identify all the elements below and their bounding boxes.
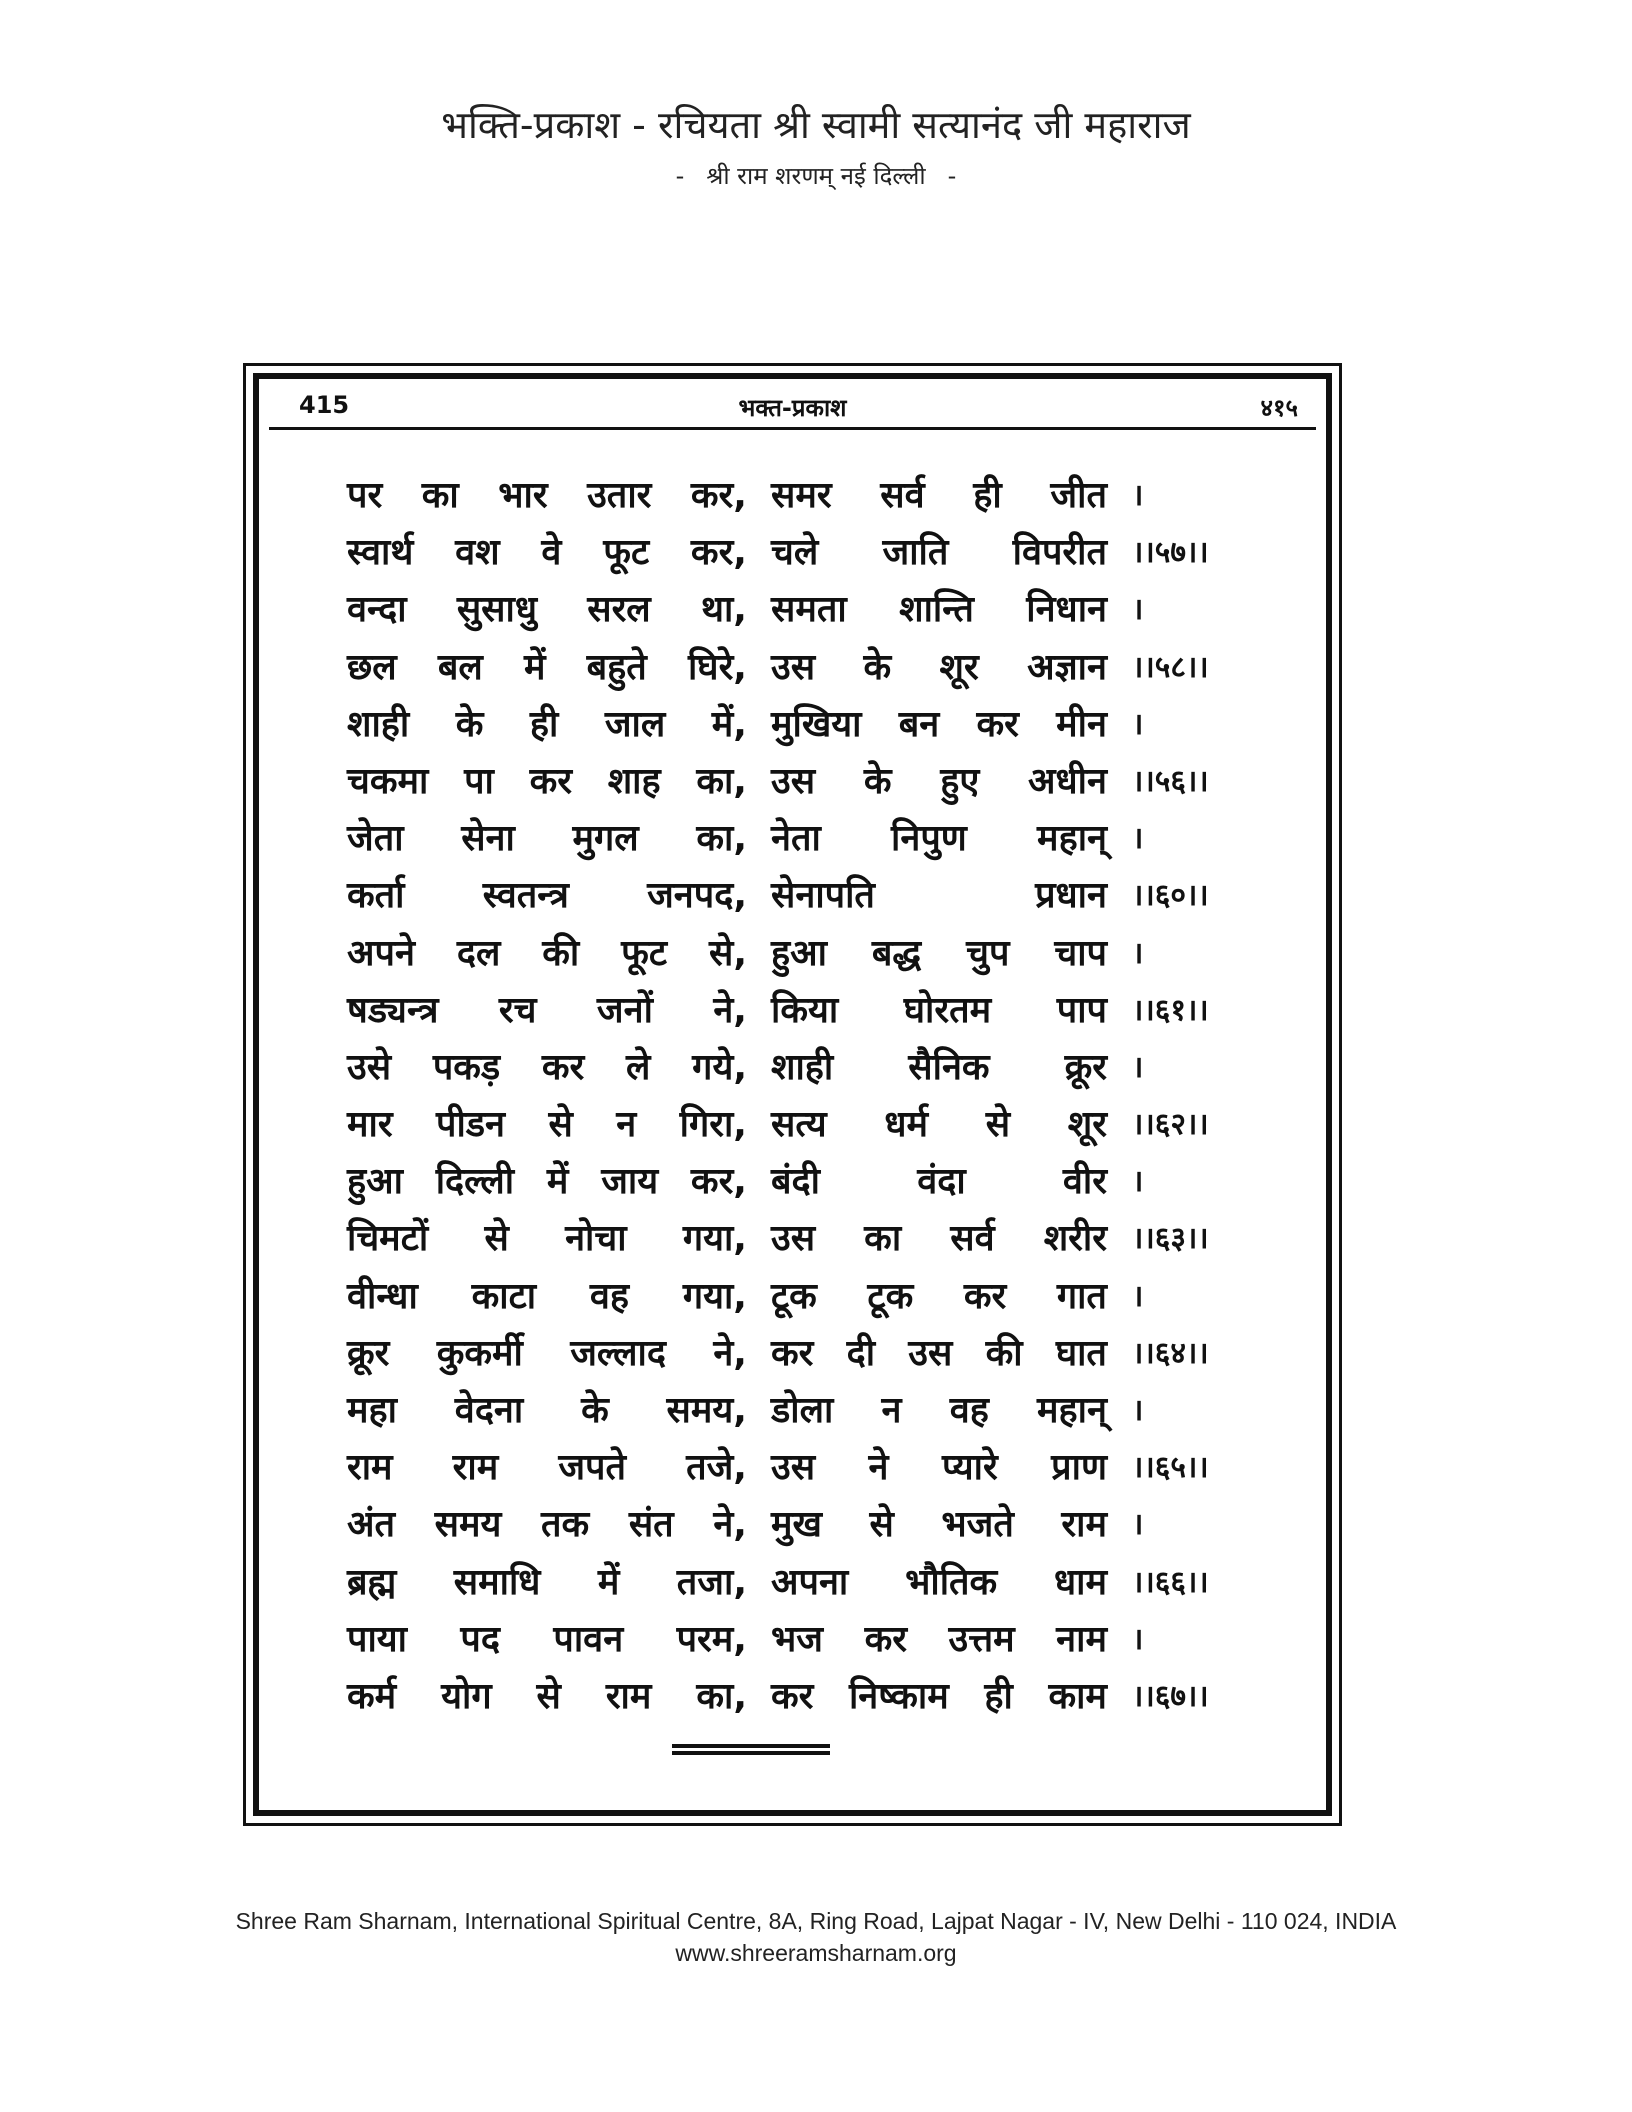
verse-word: निष्काम <box>848 1675 949 1717</box>
verse-word: गये, <box>692 1046 747 1088</box>
verse-word: रच <box>498 989 537 1031</box>
verse-word: ने, <box>713 1504 747 1546</box>
verse-word: प्रधान <box>1035 875 1107 917</box>
verse-word: प्राण <box>1051 1447 1107 1489</box>
verse-word: गिरा, <box>679 1104 747 1146</box>
verse-word: टूक <box>867 1275 914 1317</box>
verse-word: दल <box>456 932 501 974</box>
verse-first-half <box>347 524 747 581</box>
verse-word: चकमा <box>347 760 429 802</box>
verse-word: कर <box>529 760 572 802</box>
verse-second-half <box>771 1496 1107 1553</box>
verse-word: मुखिया <box>771 703 862 745</box>
verse-number: ।।६३।। <box>1132 1221 1209 1257</box>
verse-word: मीन <box>1056 703 1107 745</box>
verse-second-half <box>771 524 1107 581</box>
verse-number: ।।६६।। <box>1132 1564 1209 1600</box>
verse-word: कर <box>976 703 1019 745</box>
verse-word: सुसाधु <box>456 589 537 631</box>
verse-number: ।।६७।। <box>1132 1678 1209 1714</box>
verse-word: कर्म <box>347 1675 397 1717</box>
verse-word: संत <box>628 1504 674 1546</box>
verse-word: ने <box>868 1447 889 1489</box>
running-title: भक्त-प्रकाश <box>738 394 847 422</box>
verse-word: से <box>536 1675 561 1717</box>
verse-word: ही <box>529 703 559 745</box>
verse-word: की <box>985 1332 1023 1374</box>
footer-website: www.shreeramsharnam.org <box>675 1940 957 1966</box>
verse-word: नोचा <box>565 1218 627 1260</box>
verse-first-half <box>347 1325 747 1382</box>
verse-word: का, <box>696 1675 747 1717</box>
verse-first-half <box>347 696 747 753</box>
verse-word: दिल्ली <box>435 1161 515 1203</box>
verse-word: ही <box>984 1675 1013 1717</box>
verse-number: ।।६२।। <box>1132 1107 1209 1143</box>
verse-first-half <box>347 867 747 924</box>
verse-number: । <box>1132 592 1144 628</box>
verse-line <box>347 1039 1277 1096</box>
verse-word: कर <box>771 1675 814 1717</box>
verse-word: उतार <box>587 475 652 516</box>
verse-line <box>347 982 1277 1039</box>
verse-second-half <box>771 639 1107 696</box>
subtitle-dash-right: - <box>947 162 957 190</box>
verse-word: दी <box>846 1332 876 1374</box>
verse-first-half <box>347 1382 747 1439</box>
verse-word: तक <box>541 1504 590 1546</box>
verse-word: समता <box>771 589 847 631</box>
verse-word: शाही <box>347 703 410 745</box>
verse-word: क्रूर <box>347 1332 390 1374</box>
page-footer <box>0 1905 1632 1969</box>
verse-word: विपरीत <box>1012 532 1107 574</box>
verse-word: निपुण <box>891 818 967 860</box>
verse-second-half <box>771 467 1107 524</box>
book-page-frame <box>243 363 1342 1826</box>
subtitle-text: श्री राम शरणम् नई दिल्ली <box>706 162 926 190</box>
verse-word: बद्ध <box>871 932 922 974</box>
verse-word: से <box>548 1104 573 1146</box>
verse-word: पीडन <box>436 1104 506 1146</box>
verse-word: भजते <box>941 1504 1014 1546</box>
book-page-header <box>269 387 1316 430</box>
verse-word: अज्ञान <box>1027 646 1107 688</box>
verse-word: कुकर्मी <box>436 1332 523 1374</box>
verse-word: समय, <box>666 1390 747 1431</box>
verse-word: हुआ <box>771 932 827 974</box>
verse-word: जेता <box>347 818 404 860</box>
verse-word: मार <box>347 1104 393 1146</box>
verse-number: ।।६४।। <box>1132 1335 1209 1371</box>
verse-word: पाप <box>1056 989 1107 1031</box>
verse-word: भौतिक <box>905 1561 998 1603</box>
page-subtitle <box>0 156 1632 196</box>
verse-word: शूर <box>1067 1104 1107 1146</box>
verse-line <box>347 1668 1277 1725</box>
verse-line <box>347 524 1277 581</box>
verse-number: । <box>1132 1621 1144 1657</box>
verse-word: वश <box>455 532 500 574</box>
verse-second-half <box>771 1611 1107 1668</box>
verse-first-half <box>347 1554 747 1611</box>
verse-line <box>347 1153 1277 1210</box>
verse-line <box>347 1496 1277 1553</box>
verse-second-half <box>771 810 1107 867</box>
verse-line <box>347 639 1277 696</box>
verse-number: । <box>1132 935 1144 971</box>
verse-list <box>347 467 1277 1725</box>
verse-line <box>347 581 1277 638</box>
verse-word: चिमटों <box>347 1218 429 1260</box>
verse-word: घोरतम <box>903 989 992 1031</box>
verse-word: कर, <box>690 1161 747 1203</box>
verse-word: भज <box>771 1618 824 1660</box>
verse-word: जनों <box>596 989 653 1031</box>
verse-word: में, <box>711 703 747 745</box>
verse-word: गया, <box>682 1275 747 1317</box>
verse-word: सेना <box>461 818 515 860</box>
verse-word: अधीन <box>1028 760 1107 802</box>
verse-word: महान् <box>1037 818 1107 860</box>
verse-number: ।।६५।। <box>1132 1450 1209 1486</box>
verse-word: किया <box>771 989 839 1031</box>
verse-word: था, <box>700 589 747 631</box>
verse-line <box>347 1325 1277 1382</box>
verse-word: चले <box>771 532 819 574</box>
verse-line <box>347 1382 1277 1439</box>
verse-word: का <box>864 1218 902 1260</box>
page-title: भक्ति-प्रकाश - रचियता श्री स्वामी सत्यानंद जी महाराज <box>441 103 1191 147</box>
verse-word: फूट <box>621 932 668 974</box>
verse-line <box>347 1439 1277 1496</box>
verse-word: शान्ति <box>899 589 974 631</box>
verse-word: कर, <box>690 475 747 516</box>
verse-first-half <box>347 1496 747 1553</box>
verse-word: टूक <box>771 1275 817 1317</box>
verse-word: बन <box>898 703 940 745</box>
verse-word: तजे, <box>686 1447 747 1489</box>
verse-word: पावन <box>553 1618 624 1660</box>
verse-word: सर्व <box>950 1218 995 1260</box>
verse-word: के <box>863 760 892 802</box>
verse-word: जीत <box>1050 475 1107 516</box>
verse-second-half <box>771 1096 1107 1153</box>
verse-second-half <box>771 925 1107 982</box>
verse-word: की <box>542 932 580 974</box>
verse-second-half <box>771 1210 1107 1267</box>
verse-line <box>347 1611 1277 1668</box>
verse-word: में <box>597 1561 620 1603</box>
verse-word: धाम <box>1053 1561 1107 1603</box>
verse-word: बंदी <box>771 1161 820 1203</box>
verse-word: फूट <box>603 532 650 574</box>
verse-word: काम <box>1048 1675 1107 1717</box>
verse-second-half <box>771 1039 1107 1096</box>
verse-word: स्वतन्त्र <box>482 875 569 917</box>
verse-word: से <box>484 1218 509 1260</box>
verse-second-half <box>771 867 1107 924</box>
verse-word: अंत <box>347 1504 396 1546</box>
verse-word: से <box>985 1104 1011 1146</box>
verse-word: पाया <box>347 1618 407 1660</box>
verse-word: काटा <box>471 1275 537 1317</box>
verse-word: शाह <box>607 760 661 802</box>
book-page-inner-border <box>253 373 1332 1816</box>
verse-word: क्रूर <box>1064 1046 1107 1088</box>
verse-line <box>347 696 1277 753</box>
verse-second-half <box>771 1268 1107 1325</box>
verse-word: से <box>869 1504 894 1546</box>
verse-word: सरल <box>587 589 651 631</box>
verse-first-half <box>347 1039 747 1096</box>
verse-line <box>347 1210 1277 1267</box>
verse-word: पर <box>347 475 383 516</box>
verse-word: जपते <box>558 1447 626 1489</box>
verse-word: कर, <box>690 532 747 574</box>
verse-second-half <box>771 1325 1107 1382</box>
verse-word: परम, <box>676 1618 747 1660</box>
verse-word: कर <box>541 1046 585 1088</box>
verse-word: घात <box>1055 1332 1107 1374</box>
verse-word: नेता <box>771 818 821 860</box>
verse-line <box>347 925 1277 982</box>
verse-first-half <box>347 982 747 1039</box>
verse-first-half <box>347 753 747 810</box>
verse-word: कर <box>771 1332 814 1374</box>
verse-number: । <box>1132 1393 1144 1428</box>
verse-word: से, <box>708 932 747 974</box>
verse-second-half <box>771 1439 1107 1496</box>
verse-number: । <box>1132 478 1144 513</box>
verse-word: ले <box>626 1046 651 1088</box>
verse-word: हुआ <box>347 1161 403 1203</box>
verse-word: महान् <box>1037 1390 1107 1431</box>
verse-first-half <box>347 925 747 982</box>
verse-line <box>347 467 1277 524</box>
verse-first-half <box>347 581 747 638</box>
verse-word: महा <box>347 1390 397 1431</box>
verse-number: । <box>1132 821 1144 857</box>
verse-first-half <box>347 1153 747 1210</box>
verse-word: बहुते <box>586 646 647 688</box>
verse-word: न <box>881 1390 902 1431</box>
verse-second-half <box>771 696 1107 753</box>
verse-word: सेनापति <box>771 875 875 917</box>
verse-word: वेदना <box>454 1390 524 1431</box>
verse-word: ने, <box>713 1332 747 1374</box>
verse-word: का <box>421 475 459 516</box>
verse-word: अपना <box>771 1561 849 1603</box>
verse-first-half <box>347 1611 747 1668</box>
verse-word: निधान <box>1026 589 1107 631</box>
verse-word: वह <box>589 1275 629 1317</box>
verse-word: उसे <box>347 1046 392 1088</box>
verse-word: छल <box>347 646 397 688</box>
verse-word: वंदा <box>917 1161 966 1203</box>
verse-word: सैनिक <box>908 1046 990 1088</box>
verse-first-half <box>347 467 747 524</box>
verse-first-half <box>347 810 747 867</box>
page-number-devanagari: ४१५ <box>1260 394 1298 422</box>
verse-word: वह <box>949 1390 989 1431</box>
verse-word: जल्लाद <box>570 1332 666 1374</box>
verse-word: राम <box>1061 1504 1107 1546</box>
verse-line <box>347 1268 1277 1325</box>
verse-number: ।।५८।। <box>1132 649 1209 685</box>
verse-first-half <box>347 1268 747 1325</box>
verse-word: उस <box>771 1447 816 1489</box>
verse-number: । <box>1132 706 1144 742</box>
verse-word: घिरे, <box>687 646 747 688</box>
verse-word: मुख <box>771 1504 822 1546</box>
verse-word: योग <box>441 1675 492 1717</box>
verse-word: शूर <box>939 646 979 688</box>
verse-first-half <box>347 1096 747 1153</box>
verse-word: जनपद, <box>647 875 747 917</box>
verse-word: नाम <box>1056 1618 1107 1660</box>
verse-number: । <box>1132 1507 1144 1543</box>
verse-word: षड्यन्त्र <box>347 989 439 1031</box>
verse-first-half <box>347 1668 747 1725</box>
verse-word: ही <box>973 475 1002 516</box>
verse-word: राम <box>347 1447 393 1489</box>
verse-word: भार <box>498 475 548 516</box>
verse-word: वे <box>541 532 562 574</box>
verse-word: राम <box>605 1675 652 1717</box>
end-rule <box>672 1744 830 1755</box>
verse-word: वन्दा <box>347 589 407 631</box>
verse-word: कर्ता <box>347 875 405 917</box>
verse-word: वीन्धा <box>347 1275 418 1317</box>
verse-first-half <box>347 639 747 696</box>
verse-word: अपने <box>347 932 415 974</box>
verse-word: का, <box>696 760 747 802</box>
verse-word: चाप <box>1054 932 1107 974</box>
verse-word: जाल <box>604 703 666 745</box>
verse-word: उस <box>908 1332 953 1374</box>
subtitle-dash-left: - <box>675 162 685 190</box>
verse-word: के <box>863 646 892 688</box>
verse-word: सर्व <box>880 475 925 516</box>
verse-second-half <box>771 581 1107 638</box>
verse-word: शाही <box>771 1046 834 1088</box>
verse-word: कर <box>963 1275 1007 1317</box>
verse-word: गात <box>1056 1275 1107 1317</box>
verse-word: के <box>455 703 484 745</box>
verse-word: पद <box>460 1618 500 1660</box>
verse-number: । <box>1132 1278 1144 1314</box>
verse-second-half <box>771 1153 1107 1210</box>
verse-second-half <box>771 753 1107 810</box>
verse-second-half <box>771 1668 1107 1725</box>
verse-word: में <box>546 1161 569 1203</box>
verse-word: पकड़ <box>432 1046 501 1088</box>
verse-second-half <box>771 1554 1107 1611</box>
verse-word: समर <box>771 475 832 516</box>
verse-word: प्यारे <box>941 1447 998 1489</box>
verse-word: पा <box>464 760 494 802</box>
verse-line <box>347 753 1277 810</box>
verse-word: राम <box>452 1447 499 1489</box>
verse-word: मुगल <box>572 818 639 860</box>
verse-line <box>347 1096 1277 1153</box>
verse-number: ।।५७।। <box>1132 535 1209 571</box>
page-number-latin: 415 <box>299 391 350 419</box>
verse-line <box>347 867 1277 924</box>
verse-number: । <box>1132 1049 1144 1085</box>
verse-word: समय <box>434 1504 502 1546</box>
verse-number: ।।५६।। <box>1132 763 1209 799</box>
verse-line <box>347 1554 1277 1611</box>
verse-second-half <box>771 1382 1107 1439</box>
verse-word: जाय <box>601 1161 659 1203</box>
verse-word: गया, <box>682 1218 747 1260</box>
verse-word: कर <box>864 1618 907 1660</box>
verse-word: वीर <box>1062 1161 1107 1203</box>
page-header <box>0 100 1632 196</box>
verse-word: उस <box>771 760 816 802</box>
verse-word: के <box>581 1390 609 1431</box>
verse-word: सत्य <box>771 1104 827 1146</box>
verse-word: तजा, <box>676 1561 747 1603</box>
verse-word: चुप <box>966 932 1010 974</box>
verse-word: उस <box>771 1218 816 1260</box>
verse-word: का, <box>696 818 747 860</box>
verse-word: ब्रह्म <box>347 1561 397 1603</box>
footer-address: Shree Ram Sharnam, International Spiritual Centre, 8A, Ring Road, Lajpat Nagar - IV, New Delhi - 110 024, INDIA <box>235 1908 1397 1934</box>
verse-word: हुए <box>940 760 980 802</box>
verse-word: में <box>523 646 546 688</box>
verse-number: ।।६१।। <box>1132 992 1209 1028</box>
verse-number: । <box>1132 1164 1144 1200</box>
verse-number: ।।६०।। <box>1132 878 1209 914</box>
verse-word: उत्तम <box>948 1618 1015 1660</box>
verse-word: उस <box>771 646 816 688</box>
verse-word: स्वार्थ <box>347 532 414 574</box>
verse-word: शरीर <box>1043 1218 1107 1260</box>
verse-word: जाति <box>882 532 949 574</box>
verse-word: ने, <box>713 989 747 1031</box>
verse-word: समाधि <box>453 1561 541 1603</box>
verse-first-half <box>347 1210 747 1267</box>
verse-line <box>347 810 1277 867</box>
verse-word: बल <box>437 646 483 688</box>
verse-word: न <box>616 1104 637 1146</box>
verse-first-half <box>347 1439 747 1496</box>
verse-word: डोला <box>771 1390 834 1431</box>
verse-word: धर्म <box>884 1104 929 1146</box>
verse-second-half <box>771 982 1107 1039</box>
